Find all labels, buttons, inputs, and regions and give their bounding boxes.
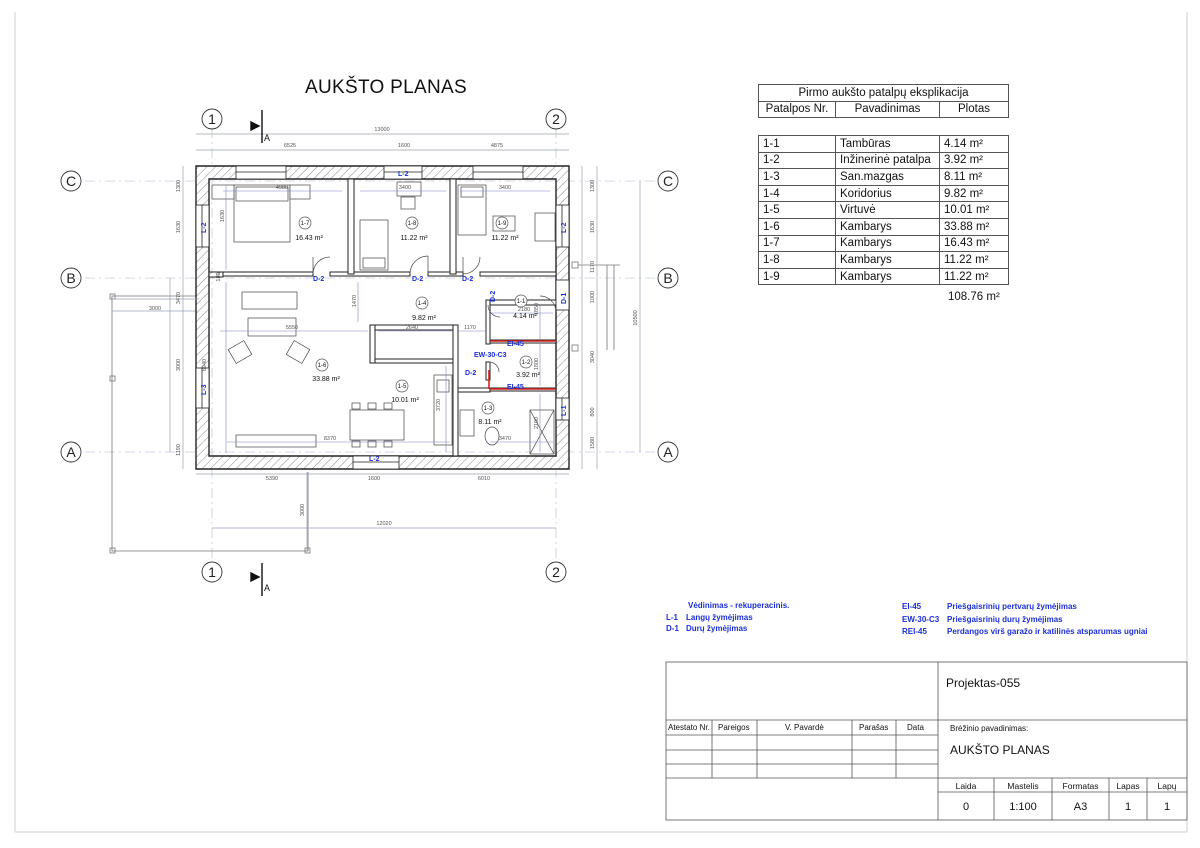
dim-right: 3040 xyxy=(590,350,596,364)
axis-label-b-right: B xyxy=(663,270,673,286)
tb-bottom-value: 1 xyxy=(1124,801,1132,813)
dim-terrace-width: 3000 xyxy=(148,306,162,312)
explication-total: 108.76 m² xyxy=(948,291,1000,303)
tb-bottom-header: Formatas xyxy=(1062,781,1099,791)
window-tag: L-2 xyxy=(561,222,568,233)
dim-left: 1300 xyxy=(176,179,182,193)
room-area: 33.88 m² xyxy=(312,376,340,383)
explication-table xyxy=(758,135,1009,285)
explication-cell-number: 1-3 xyxy=(759,169,836,186)
legend-row xyxy=(666,613,753,624)
dim-interior: 8370 xyxy=(323,436,337,442)
tb-bottom-header: Lapas xyxy=(1116,781,1140,791)
tb-header-data: Data xyxy=(907,723,924,732)
door-tag: D-2 xyxy=(313,276,325,283)
dim-interior: 3470 xyxy=(498,436,512,442)
dim-interior: 3400 xyxy=(398,185,412,191)
explication-cell-name: Virtuvė xyxy=(836,202,940,219)
dim-right: 1000 xyxy=(590,290,596,304)
window-tag: L-3 xyxy=(201,384,208,395)
explication-row xyxy=(759,202,1009,219)
explication-cell-area: 4.14 m² xyxy=(940,136,1009,153)
tb-header-atestato: Atestato Nr. xyxy=(668,723,710,732)
door-tag: D-2 xyxy=(462,276,474,283)
room-id: 1-9 xyxy=(497,221,507,227)
dim-bottom-part: 6010 xyxy=(477,476,491,482)
room-id: 1-7 xyxy=(300,221,310,227)
legend-key: EI-45 xyxy=(902,602,922,611)
legend-text: Langų žymėjimas xyxy=(686,613,753,622)
axis-label-2-bottom: 2 xyxy=(552,564,560,580)
dim-interior: 2180 xyxy=(517,307,531,313)
dim-interior: 5550 xyxy=(285,325,299,331)
window-tag: L-1 xyxy=(561,405,568,416)
room-area: 3.92 m² xyxy=(516,372,540,379)
explication-cell-name: Koridorius xyxy=(836,185,940,202)
section-label-bottom: A xyxy=(264,583,271,593)
dim-interior: 1170 xyxy=(464,325,476,331)
explication-cell-name: Inžinerinė patalpa xyxy=(836,152,940,169)
section-label-top: A xyxy=(264,133,271,143)
tb-bottom-header: Mastelis xyxy=(1007,781,1039,791)
tb-bottom-header: Laida xyxy=(955,781,977,791)
legend-ventilation: Vėdinimas - rekuperacinis. xyxy=(688,601,790,610)
explication-row xyxy=(759,218,1009,235)
door-tag: D-2 xyxy=(465,370,477,377)
dim-right: 1300 xyxy=(590,179,596,193)
door-tag: D-2 xyxy=(412,276,424,283)
room-id: 1-2 xyxy=(521,360,531,366)
room-id: 1-6 xyxy=(317,363,327,369)
dim-interior: 2100 xyxy=(534,416,540,430)
window-tag: L-2 xyxy=(398,171,409,178)
fire-door-tag: EW-30-C3 xyxy=(474,352,507,359)
door-tag: D-1 xyxy=(561,292,568,304)
explication-cell-number: 1-1 xyxy=(759,136,836,153)
legend-text: Priešgaisrinių durų žymėjimas xyxy=(947,614,1063,624)
explication-row xyxy=(759,185,1009,202)
room-area: 16.43 m² xyxy=(295,235,323,242)
window-tag: L-2 xyxy=(201,222,208,233)
legend-row xyxy=(902,601,1148,614)
room-area: 11.22 m² xyxy=(491,235,519,242)
fire-wall-tag: EI-45 xyxy=(507,384,524,391)
drawing-name-label: Brėžinio pavadinimas: xyxy=(950,724,1029,733)
explication-cell-number: 1-7 xyxy=(759,235,836,252)
dim-left: 1190 xyxy=(176,444,182,456)
axis-label-c-right: C xyxy=(662,173,674,189)
section-marks xyxy=(251,110,262,596)
explication-row xyxy=(759,235,1009,252)
explication-cell-number: 1-5 xyxy=(759,202,836,219)
porch-canopy xyxy=(572,262,620,351)
legend-text: Perdangos virš garažo ir katilinės atsparumas ugniai xyxy=(947,627,1148,636)
legend-key: L-1 xyxy=(666,613,678,622)
axis-label-2-top: 2 xyxy=(552,111,560,127)
explication-cell-number: 1-4 xyxy=(759,185,836,202)
legend-key: D-1 xyxy=(666,623,679,633)
dim-top-part: 4875 xyxy=(490,143,504,149)
dim-right: 1580 xyxy=(590,436,596,450)
dim-top-part: 1600 xyxy=(397,143,411,149)
drawing-name: AUKŠTO PLANAS xyxy=(950,743,1050,757)
tb-bottom-value: 0 xyxy=(962,801,970,813)
dim-right-total: 10500 xyxy=(633,310,639,326)
dim-right: 1170 xyxy=(590,261,596,273)
explication-cell-name: Tambūras xyxy=(836,136,940,153)
explication-cell-name: Kambarys xyxy=(836,252,940,269)
tb-bottom-value: 1 xyxy=(1163,801,1171,813)
explication-cell-number: 1-8 xyxy=(759,252,836,269)
page-title: AUKŠTO PLANAS xyxy=(305,77,467,98)
dim-right: 800 xyxy=(590,407,596,417)
dim-interior: 1800 xyxy=(534,357,540,371)
explication-row xyxy=(759,136,1009,153)
dim-interior: 3720 xyxy=(436,398,442,412)
explication-col-area: Plotas xyxy=(940,101,1009,118)
room-id: 1-5 xyxy=(397,384,407,390)
legend-row xyxy=(902,626,1148,639)
explication-cell-number: 1-2 xyxy=(759,152,836,169)
legend-text: Durų žymėjimas xyxy=(686,623,748,633)
fire-wall-tag: EI-45 xyxy=(507,341,524,348)
dim-bottom-part: 1600 xyxy=(367,476,381,482)
room-area: 9.82 m² xyxy=(412,315,436,322)
explication-row xyxy=(759,152,1009,169)
dim-top-total: 13000 xyxy=(374,127,390,133)
legend-text: Priešgaisrinių pertvarų žymėjimas xyxy=(947,602,1077,611)
explication-cell-name: Kambarys xyxy=(836,218,940,235)
room-area: 8.11 m² xyxy=(478,419,502,426)
legend-key: EW-30-C3 xyxy=(902,614,940,624)
explication-col-name: Pavadinimas xyxy=(836,101,940,118)
dim-interior: 3400 xyxy=(498,185,512,191)
room-id: 1-8 xyxy=(407,221,417,227)
dim-interior: 1850 xyxy=(534,302,540,316)
legend-row xyxy=(666,624,753,635)
room-id: 1-4 xyxy=(417,301,427,307)
dim-interior: 2640 xyxy=(405,325,419,331)
explication-cell-area: 10.01 m² xyxy=(940,202,1009,219)
room-id: 1-3 xyxy=(483,406,493,412)
explication-cell-area: 9.82 m² xyxy=(940,185,1009,202)
explication-col-number: Patalpos Nr. xyxy=(759,101,836,118)
room-id: 1-1 xyxy=(516,299,526,305)
tb-bottom-value: 1:100 xyxy=(1009,801,1037,813)
dim-terrace-height: 3000 xyxy=(300,503,306,517)
tb-header-pavarde: V. Pavardė xyxy=(785,723,824,732)
explication-cell-area: 11.22 m² xyxy=(940,268,1009,285)
axis-label-a-right: A xyxy=(663,444,673,460)
explication-header-table xyxy=(758,84,1009,118)
axis-label-b-left: B xyxy=(66,270,76,286)
sheet-frame xyxy=(15,12,1187,832)
axis-label-c-left: C xyxy=(65,173,77,189)
title-block xyxy=(666,662,1187,820)
dim-left: 1630 xyxy=(176,220,182,234)
explication-cell-number: 1-9 xyxy=(759,268,836,285)
room-area: 4.14 m² xyxy=(513,313,537,320)
dim-left: 3470 xyxy=(176,291,182,305)
explication-cell-area: 16.43 m² xyxy=(940,235,1009,252)
tb-bottom-value: A3 xyxy=(1073,801,1088,813)
explication-row xyxy=(759,252,1009,269)
dim-interior: 1470 xyxy=(352,294,358,308)
dim-interior: 4980 xyxy=(275,185,289,191)
door-tag: D-2 xyxy=(490,290,497,302)
legend-right xyxy=(902,601,1148,639)
explication-cell-area: 33.88 m² xyxy=(940,218,1009,235)
dim-right: 1630 xyxy=(590,220,596,234)
explication-row xyxy=(759,169,1009,186)
axis-label-a-left: A xyxy=(66,444,76,460)
room-area: 11.22 m² xyxy=(400,235,428,242)
explication-cell-number: 1-6 xyxy=(759,218,836,235)
dim-left: 3000 xyxy=(176,358,182,372)
dim-bottom-total: 12020 xyxy=(376,521,392,527)
explication-title: Pirmo aukšto patalpų eksplikacija xyxy=(759,85,1009,102)
axis-label-1-top: 1 xyxy=(208,111,216,127)
axis-label-1-bottom: 1 xyxy=(208,564,216,580)
window-tag: L-2 xyxy=(369,456,380,463)
explication-cell-area: 11.22 m² xyxy=(940,252,1009,269)
explication-cell-name: Kambarys xyxy=(836,235,940,252)
tb-header-pareigos: Pareigos xyxy=(718,723,750,732)
tb-header-parasas: Parašas xyxy=(859,723,889,732)
project-name: Projektas-055 xyxy=(946,676,1021,690)
tb-bottom-header: Lapų xyxy=(1157,781,1177,791)
dim-left: 180 xyxy=(216,272,222,282)
explication-cell-name: Kambarys xyxy=(836,268,940,285)
explication-cell-name: San.mazgas xyxy=(836,169,940,186)
explication-row xyxy=(759,268,1009,285)
explication-cell-area: 8.11 m² xyxy=(940,169,1009,186)
legend-row xyxy=(902,614,1148,627)
explication-cell-area: 3.92 m² xyxy=(940,152,1009,169)
legend-left xyxy=(666,613,753,634)
legend-key: REI-45 xyxy=(902,627,927,636)
dim-left-inner: 6940 xyxy=(202,358,208,372)
room-area: 10.01 m² xyxy=(391,397,419,404)
dim-interior: 1630 xyxy=(220,209,226,223)
dim-bottom-part: 5390 xyxy=(265,476,279,482)
dim-top-part: 6525 xyxy=(283,143,297,149)
